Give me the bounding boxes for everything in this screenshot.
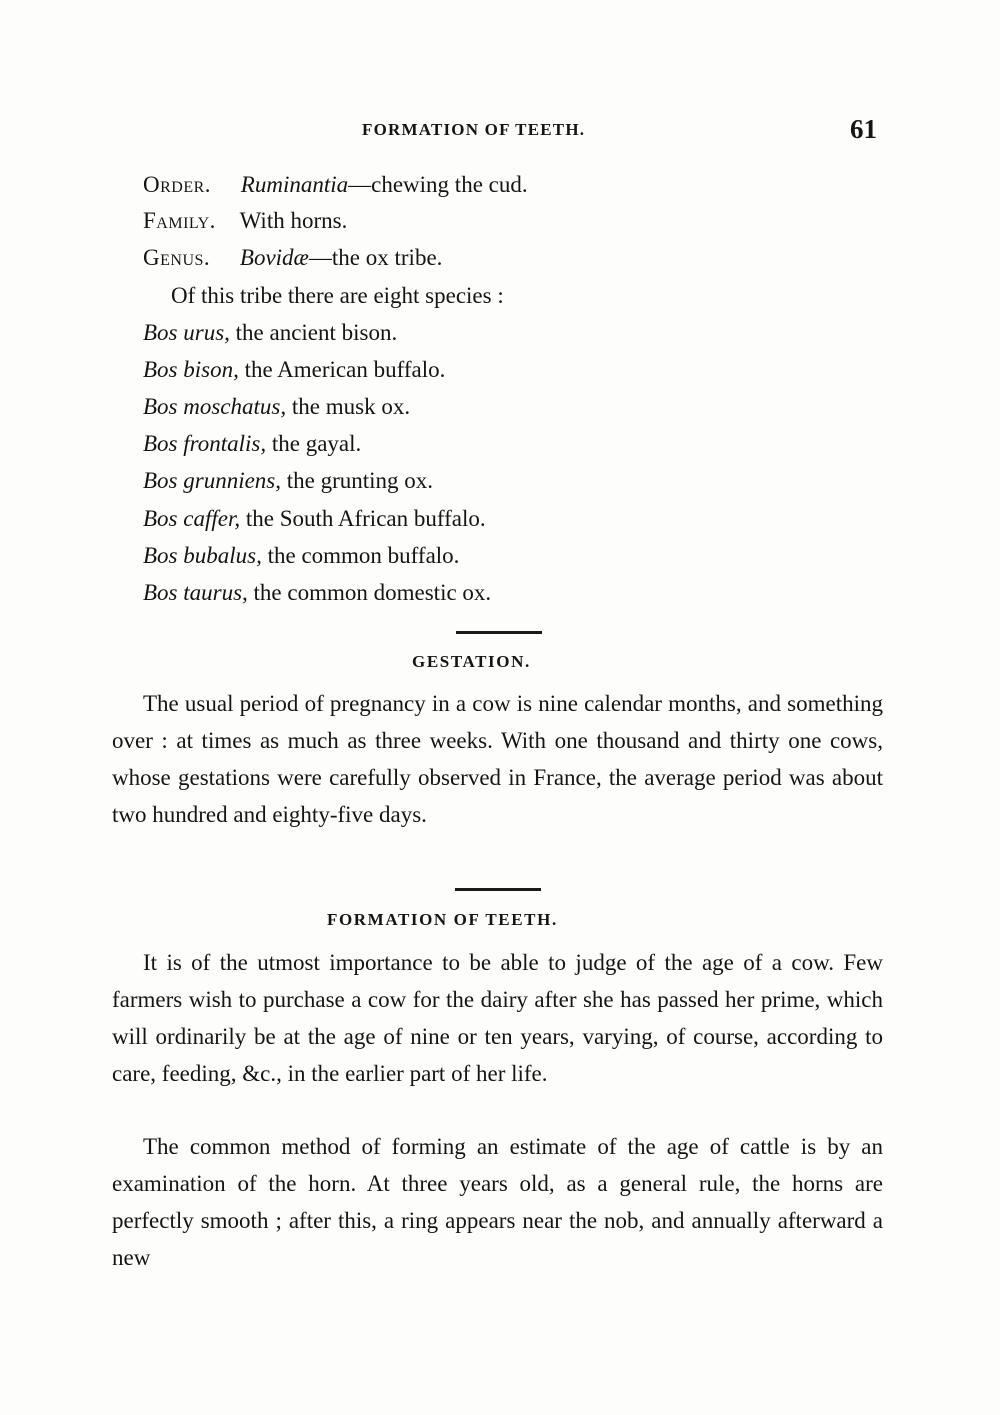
gestation-paragraph: The usual period of pregnancy in a cow is nine calendar months, and something over : at times as much as three weeks. With one thousand and thirty one cows, whose gestations were carefully observed in France, the average period was about two hundred and eighty-five days.	[112, 691, 883, 827]
teeth-heading: FORMATION OF TEETH.	[327, 910, 558, 929]
family-desc: With horns.	[239, 208, 348, 233]
species-name: Bos caffer,	[143, 506, 241, 531]
order-term: Ruminantia	[240, 172, 349, 197]
species-desc: the American buffalo.	[238, 357, 446, 382]
species-desc: the musk ox.	[286, 394, 411, 419]
genus-label: Genus.	[143, 245, 211, 270]
gestation-heading: GESTATION.	[412, 652, 531, 671]
species-name: Bos frontalis,	[143, 431, 267, 456]
species-line	[143, 578, 491, 608]
species-desc: the grunting ox.	[281, 468, 434, 493]
species-line	[143, 429, 361, 459]
species-line	[143, 466, 433, 496]
species-name: Bos bubalus,	[143, 543, 262, 568]
running-head	[0, 114, 1000, 148]
section-rule	[455, 888, 541, 891]
genus-term: Bovidæ	[239, 245, 309, 270]
species-desc: the common domestic ox.	[247, 580, 492, 605]
species-name: Bos moschatus,	[143, 394, 287, 419]
order-label: Order.	[143, 172, 212, 197]
teeth-paragraph-2: The common method of forming an estimate of the age of cattle is by an examination of the horn. At three years old, as a general rule, the horns are perfectly smooth ; after this, a ring appears near the nob, and annually afterward a new	[112, 1134, 883, 1270]
species-desc: the gayal.	[266, 431, 362, 456]
species-line	[143, 541, 459, 571]
page-number: 61	[850, 114, 877, 144]
running-title: FORMATION OF TEETH.	[362, 120, 586, 139]
family-label: Family.	[143, 208, 216, 233]
species-line	[143, 318, 397, 348]
order-desc: —chewing the cud.	[348, 172, 528, 197]
species-desc: the common buffalo.	[261, 543, 460, 568]
species-intro: Of this tribe there are eight species :	[171, 283, 504, 308]
species-desc: the ancient bison.	[229, 320, 398, 345]
order-line	[143, 170, 528, 200]
genus-line	[143, 243, 442, 273]
species-line	[143, 392, 410, 422]
species-name: Bos urus,	[143, 320, 230, 345]
species-desc: the South African buffalo.	[240, 506, 486, 531]
genus-desc: —the ox tribe.	[308, 245, 443, 270]
teeth-paragraph-1: It is of the utmost importance to be able to judge of the age of a cow. Few farmers wish to purchase a cow for the dairy after she has passed her prime, which will ordinarily be at the age of nine or ten years, varying, of course, according to care, feeding, &c., in the earlier part of her life.	[112, 950, 883, 1086]
species-name: Bos taurus,	[143, 580, 248, 605]
species-line	[143, 504, 486, 534]
section-rule	[456, 631, 542, 634]
species-name: Bos grunniens,	[143, 468, 281, 493]
species-name: Bos bison,	[143, 357, 239, 382]
species-line	[143, 355, 445, 385]
family-line	[143, 206, 347, 236]
